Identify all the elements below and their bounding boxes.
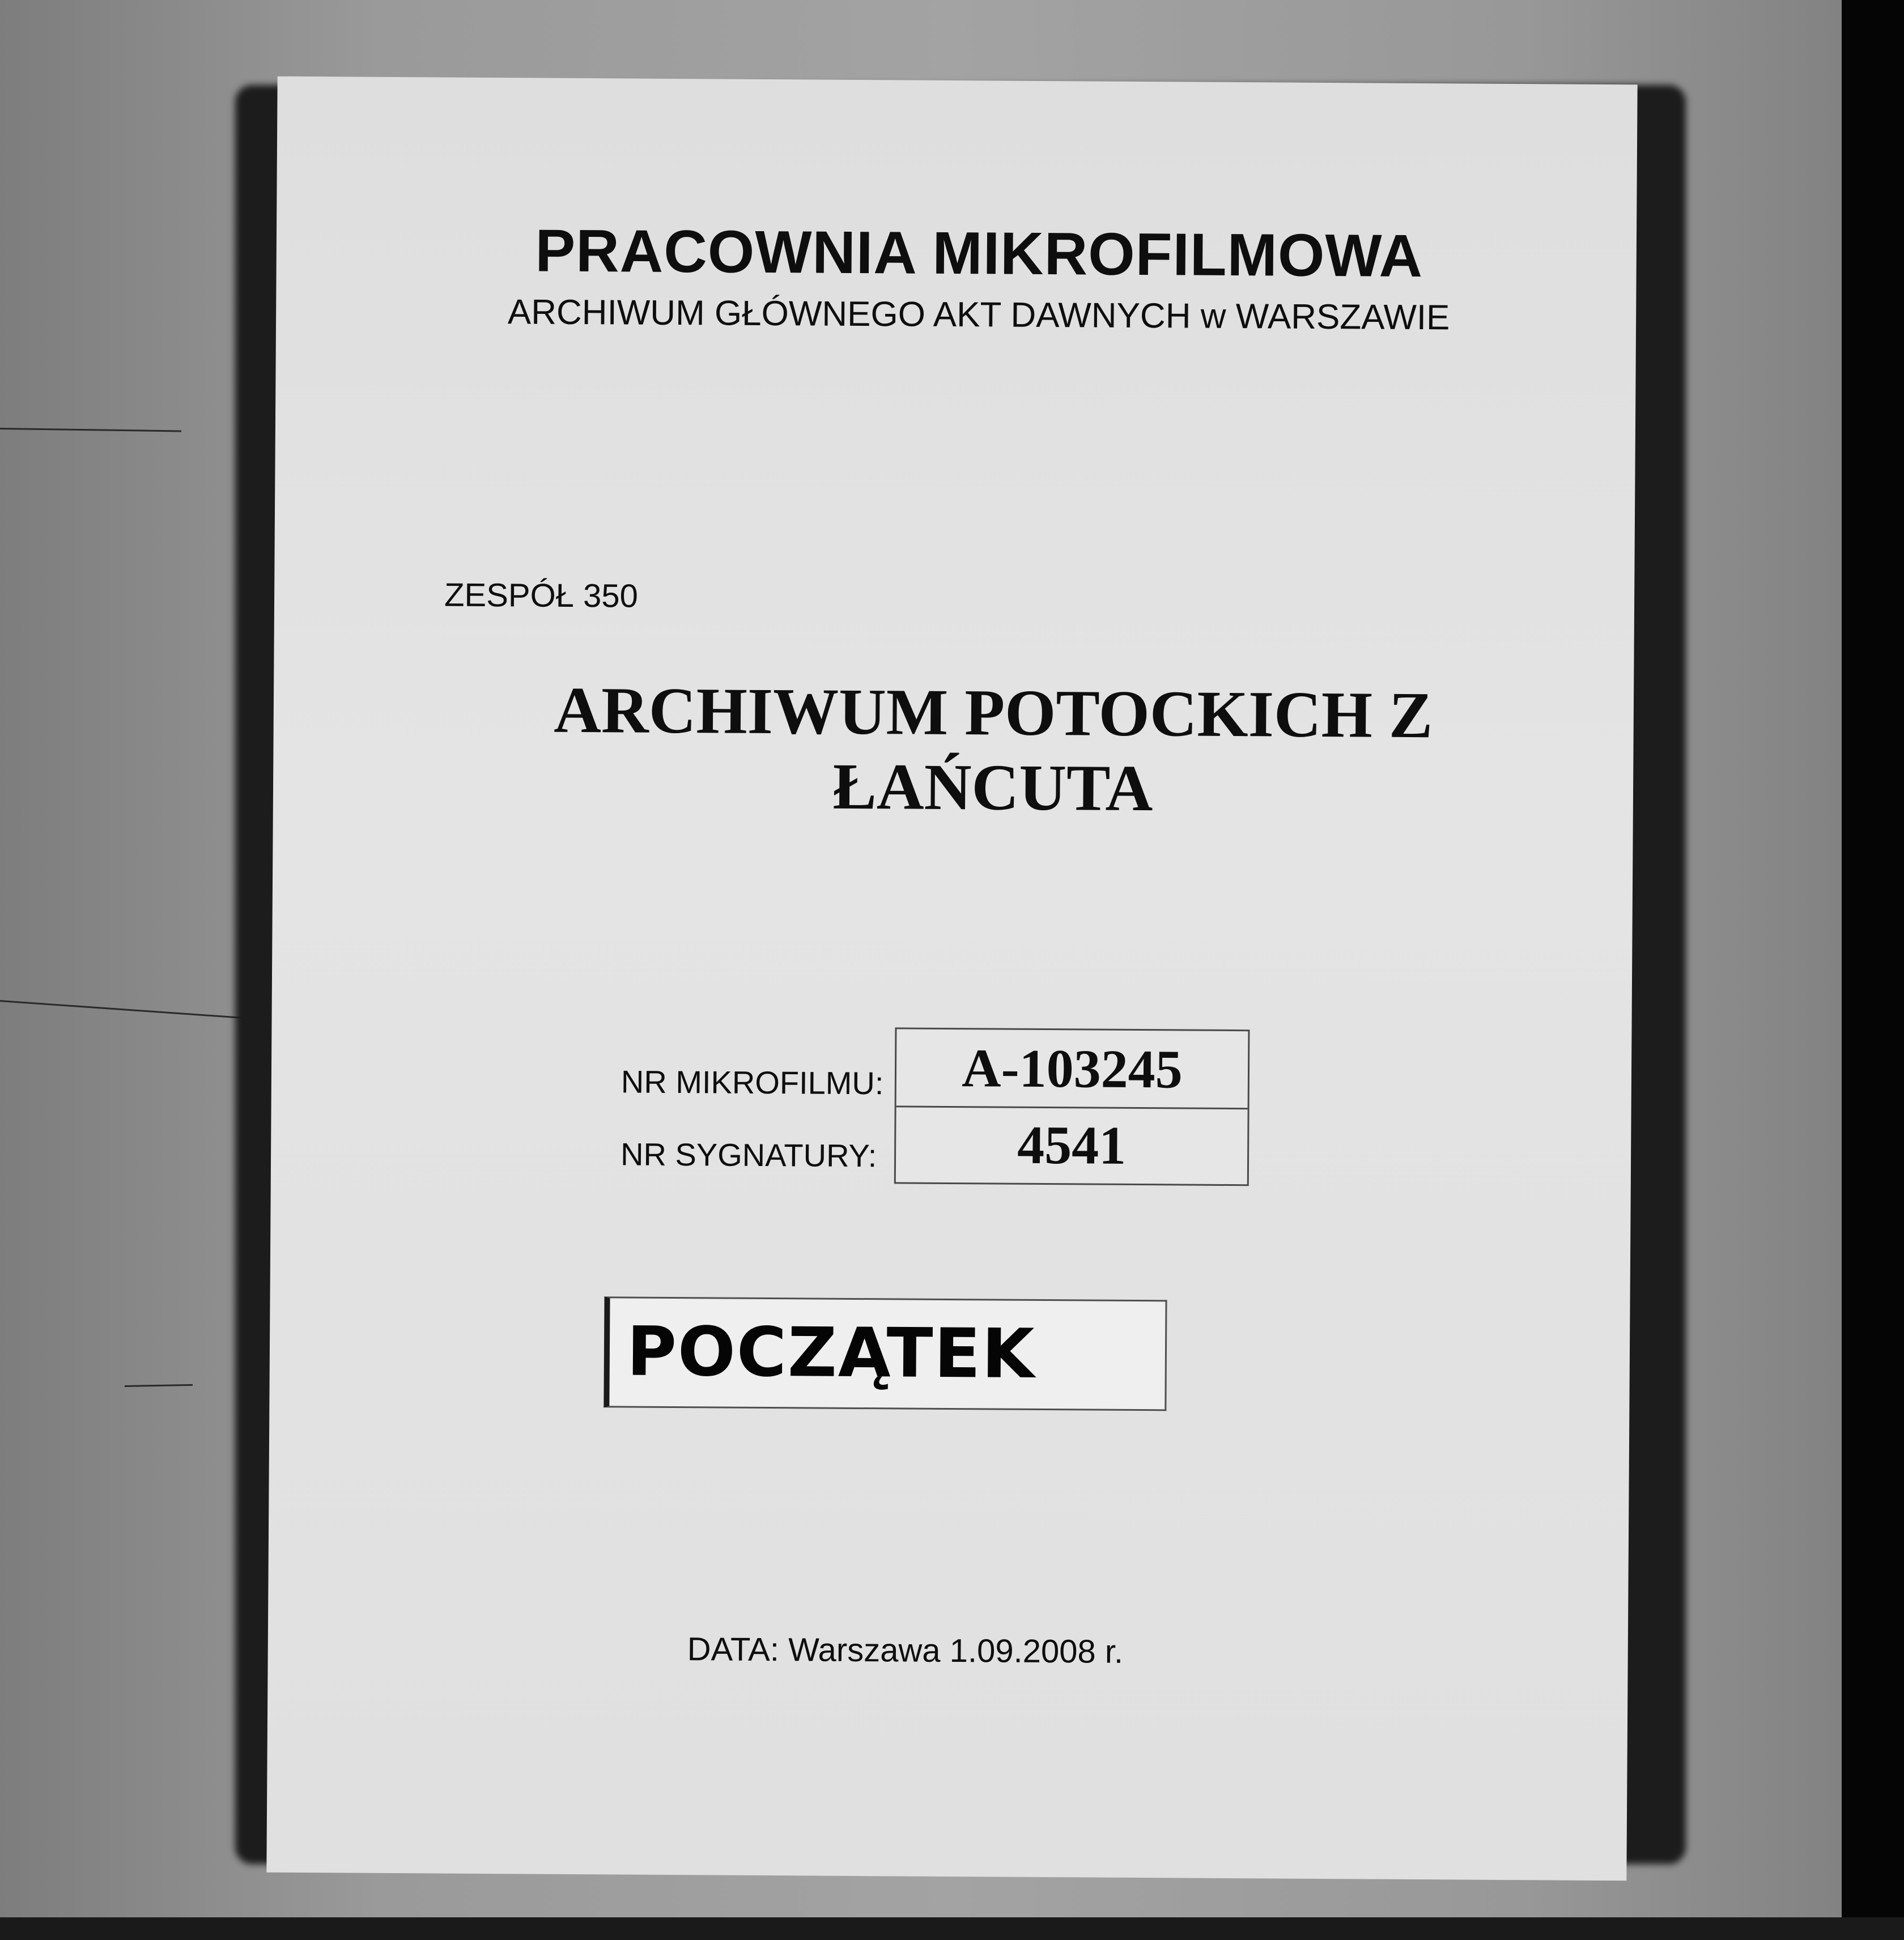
film-edge-bottom [0,1917,1904,1940]
document-page [266,76,1637,1881]
stamp-text: POCZĄTEK [626,1312,1036,1394]
film-edge-right [1842,0,1904,1940]
signature-number: 4541 [1017,1114,1127,1176]
start-stamp [604,1296,1167,1411]
reference-box [894,1027,1250,1186]
fonds-number: ZESPÓŁ 350 [444,576,639,615]
header-title: PRACOWNIA MIKROFILMOWA [535,217,1423,290]
microfilm-number: A-103245 [896,1029,1248,1109]
date-line: DATA: Warszawa 1.09.2008 r. [687,1631,1124,1670]
signature-label: NR SYGNATURY: [620,1136,877,1174]
microfilm-label: NR MIKROFILMU: [620,1063,884,1101]
collection-title: ARCHIWUM POTOCKICH Z ŁAŃCUTA [553,674,1433,826]
header-subtitle: ARCHIWUM GŁÓWNEGO AKT DAWNYCH w WARSZAWIE [507,292,1450,338]
